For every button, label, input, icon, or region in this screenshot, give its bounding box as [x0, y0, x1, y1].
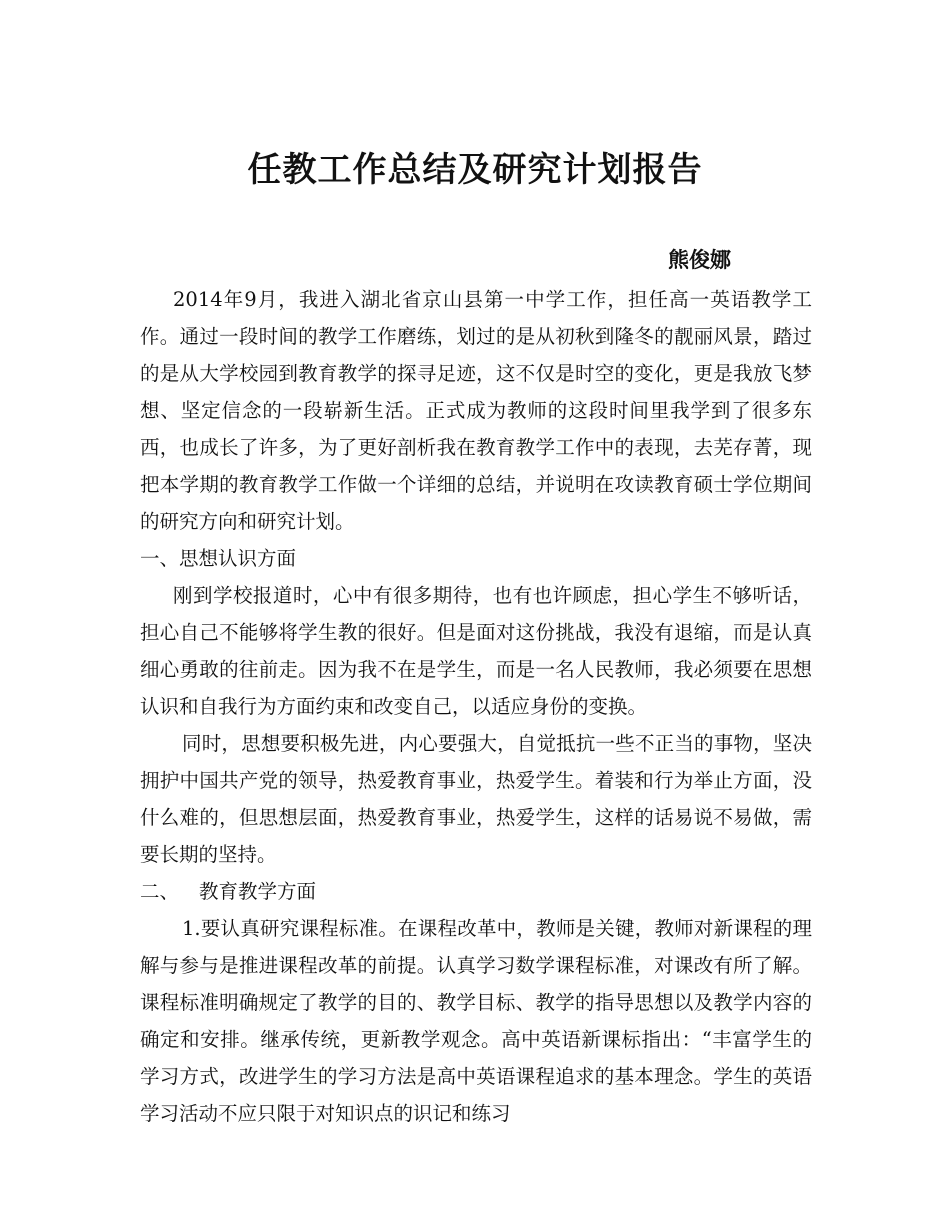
paragraph-thoughts-1: 刚到学校报道时，心中有很多期待，也有也许顾虑，担心学生不够听话，担心自己不能够将学生教的很好。但是面对这份挑战，我没有退缩，而是认真细心勇敢的往前走。因为我不在是学生，而是一名人民教师，我必须要在思想认识和自我行为方面约束和改变自己，以适应身份的变换。	[140, 584, 812, 718]
section-heading-2-number: 二、	[140, 880, 180, 903]
author-name: 熊俊娜	[668, 248, 731, 272]
paragraph-intro: 2014年9月，我进入湖北省京山县第一中学工作，担任高一英语教学工作。通过一段时间的教学工作磨练，划过的是从初秋到隆冬的靓丽风景，踏过的是从大学校园到教育教学的探寻足迹，这不仅是时空的变化，更是我放飞梦想、坚定信念的一段崭新生活。正式成为教师的这段时间里我学到了很多东西，也成长了许多，为了更好剖析我在教育教学工作中的表现，去芜存菁，现把本学期的教育教学工作做一个详细的总结，并说明在攻读教育硕士学位期间的研究方向和研究计划。	[140, 288, 812, 533]
paragraph-teaching-1: 1.要认真研究课程标准。在课程改革中，教师是关键，教师对新课程的理解与参与是推进课程改革的前提。认真学习数学课程标准，对课改有所了解。课程标准明确规定了教学的目的、教学目标、教学的指导思想以及教学内容的确定和安排。继承传统，更新教学观念。高中英语新课标指出：“丰富学生的学习方式，改进学生的学习方法是高中英语课程追求的基本理念。学生的英语学习活动不应只限于对知识点的识记和练习	[140, 917, 812, 1125]
document-title: 任教工作总结及研究计划报告	[247, 150, 703, 190]
paragraph-thoughts-2: 同时，思想要积极先进，内心要强大，自觉抵抗一些不正当的事物，坚决拥护中国共产党的领导，热爱教育事业，热爱学生。着装和行为举止方面，没什么难的，但思想层面，热爱教育事业，热爱学生，这样的话易说不易做，需要长期的坚持。	[140, 732, 812, 866]
section-heading-2-text: 教育教学方面	[199, 880, 317, 903]
document-body	[140, 281, 812, 1132]
section-heading-1: 一、思想认识方面	[140, 547, 297, 570]
section-heading-2	[140, 873, 812, 910]
